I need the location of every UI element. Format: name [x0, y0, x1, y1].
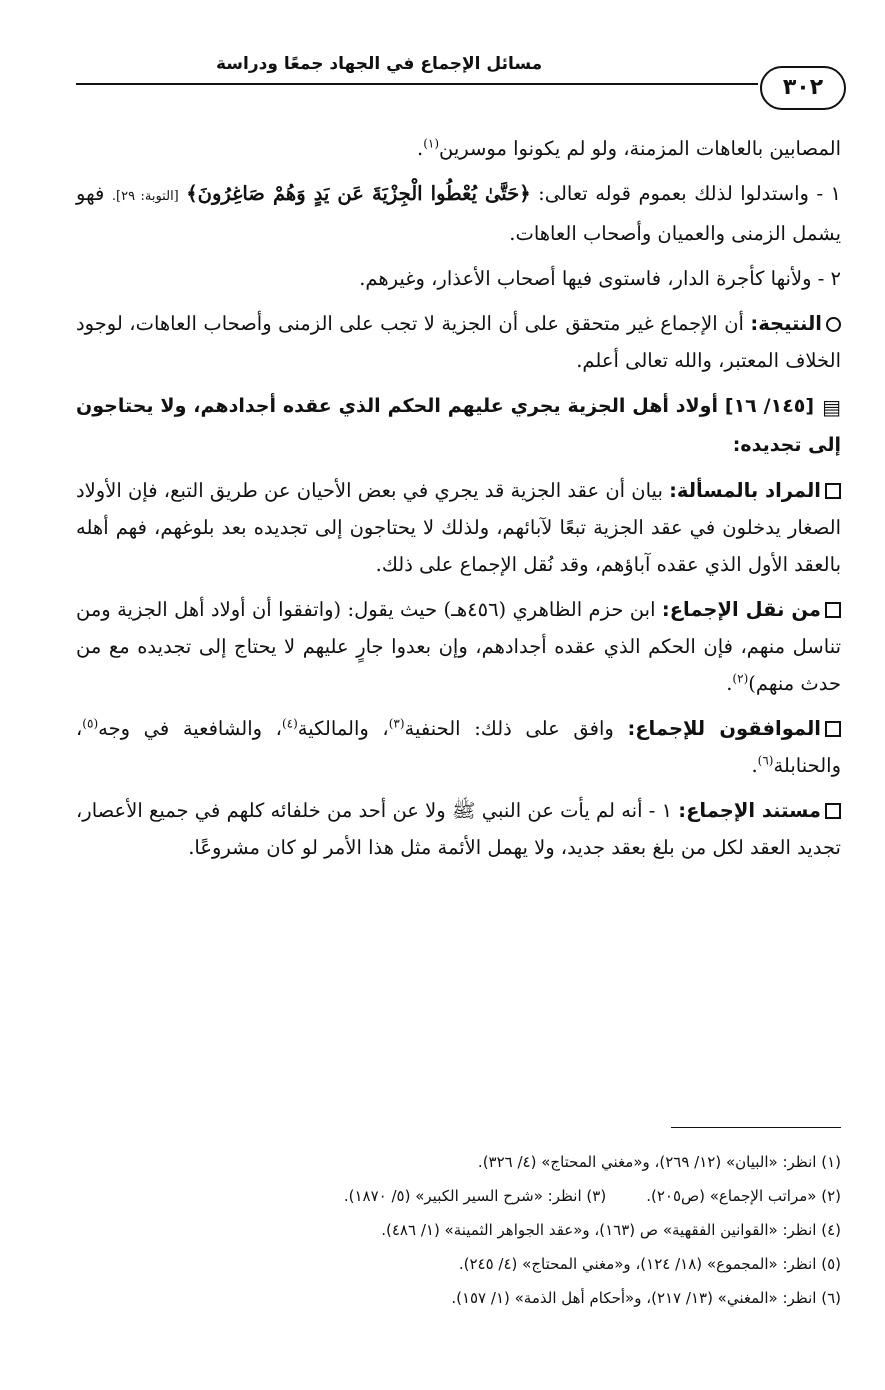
paragraph-evidence-1 — [76, 175, 841, 252]
section-label: المراد بالمسألة: — [669, 478, 821, 502]
footnote-4: (٤) انظر: «القوانين الفقهية» ص (١٦٣)، و«عقد الجواهر الثمينة» (١/ ٤٨٦). — [381, 1221, 841, 1239]
footnote-ref: (٢) — [732, 671, 749, 685]
square-bullet-icon — [825, 721, 841, 737]
square-bullet-icon — [825, 803, 841, 819]
section-agreeing — [76, 710, 841, 784]
square-bullet-icon — [825, 483, 841, 499]
page-header — [76, 46, 846, 106]
header-rule — [76, 83, 758, 85]
text: . — [751, 753, 758, 777]
footnote-ref: (٣) — [388, 716, 405, 730]
section-transmitters — [76, 591, 841, 702]
heading-text: [١٤٥/ ١٦] أولاد أهل الجزية يجري عليهم الحكم الذي عقده أجدادهم، ولا يحتاجون إلى تجديده: — [76, 395, 841, 456]
verse-citation: [التوبة: ٢٩]. — [111, 189, 179, 204]
text: ١ - واستدلوا لذلك بعموم قوله تعالى: — [538, 182, 842, 205]
footnote-1: (١) انظر: «البيان» (١٢/ ٢٦٩)، و«مغني المحتاج» (٤/ ٣٢٦). — [477, 1153, 841, 1171]
quran-verse: ﴿حَتَّىٰ يُعْطُوا الْجِزْيَةَ عَن يَدٍ وَهُمْ صَاغِرُونَ﴾ — [186, 182, 531, 205]
paragraph-evidence-2 — [76, 260, 841, 297]
section-meaning — [76, 472, 841, 583]
text: وافق على ذلك: الحنفية — [404, 716, 614, 740]
section-label: من نقل الإجماع: — [661, 597, 821, 621]
issue-heading — [76, 387, 841, 464]
text: المصابين بالعاهات المزمنة، ولو لم يكونوا موسرين — [439, 137, 841, 160]
footnote-row-2-3 — [76, 1179, 841, 1213]
text: ، والحنابلة — [76, 716, 841, 777]
text: . — [417, 137, 424, 160]
text: . — [726, 671, 733, 695]
footnote-ref: (٤) — [281, 716, 298, 730]
footnotes — [76, 1145, 841, 1315]
document-icon: ▤ — [822, 394, 841, 419]
paragraph-result — [76, 305, 841, 379]
paragraph-continuation — [76, 130, 841, 167]
text: فهو يشمل الزمنى والعميان وأصحاب العاهات. — [76, 182, 841, 245]
text: ٢ - ولأنها كأجرة الدار، فاستوى فيها أصحاب الأعذار، وغيرهم. — [359, 267, 841, 290]
page-number: ٣٠٢ — [760, 66, 846, 110]
text: ابن حزم الظاهري (٤٥٦هـ) حيث يقول: (واتفقوا أن أولاد أهل الجزية ومن تناسل منهم، فإن الحكم الذي عقده أجدادهم، وإن بعدوا جارٍ عليهم لا يحتاج إلى تجديده مع من حدث منهم) — [76, 597, 841, 695]
text: ، والمالكية — [297, 716, 389, 740]
running-title: مسائل الإجماع في الجهاد جمعًا ودراسة — [216, 54, 543, 74]
footnote-3: (٣) انظر: «شرح السير الكبير» (٥/ ١٨٧٠). — [343, 1187, 607, 1205]
square-bullet-icon — [825, 602, 841, 618]
footnote-6: (٦) انظر: «المغني» (١٣/ ٢١٧)، و«أحكام أهل الذمة» (١/ ١٥٧). — [451, 1289, 841, 1307]
result-label: النتيجة: — [750, 312, 822, 335]
text: أن الإجماع غير متحقق على أن الجزية لا تجب على الزمنى وأصحاب العاهات، لوجود الخلاف المعتبر، والله تعالى أعلم. — [76, 312, 841, 372]
footnote-5: (٥) انظر: «المجموع» (١٨/ ١٢٤)، و«مغني المحتاج» (٤/ ٢٤٥). — [458, 1255, 841, 1273]
footnote-ref: (٥) — [82, 716, 99, 730]
section-label: الموافقون للإجماع: — [627, 716, 821, 740]
text: بيان أن عقد الجزية قد يجري في بعض الأحيان عن طريق التبع، فإن الأولاد الصغار يدخلون في عقد الجزية تبعًا لآبائهم، ولذلك لا يحتاجون إلى تجديده بعد بلوغهم، فهم أهله بالعقد الأول الذي عقده آباؤهم، وقد نُقل الإجماع على ذلك. — [76, 478, 841, 576]
section-basis — [76, 792, 841, 866]
main-text — [76, 130, 841, 874]
section-label: مستند الإجماع: — [678, 798, 821, 822]
text: ، والشافعية في وجه — [98, 716, 282, 740]
text: ١ - أنه لم يأت عن النبي ﷺ ولا عن أحد من خلفائه كلهم في جميع الأعصار، تجديد العقد لكل من بلغ بعقد جديد، ولا يهمل الأئمة مثل هذا الأمر لو كان مشروعًا. — [76, 798, 841, 859]
footnote-separator — [671, 1127, 841, 1128]
footnote-ref: (٦) — [757, 753, 774, 767]
footnote-ref: (١) — [423, 136, 440, 151]
footnote-2: (٢) «مراتب الإجماع» (ص٢٠٥). — [646, 1187, 841, 1205]
circle-bullet-icon — [826, 317, 841, 332]
